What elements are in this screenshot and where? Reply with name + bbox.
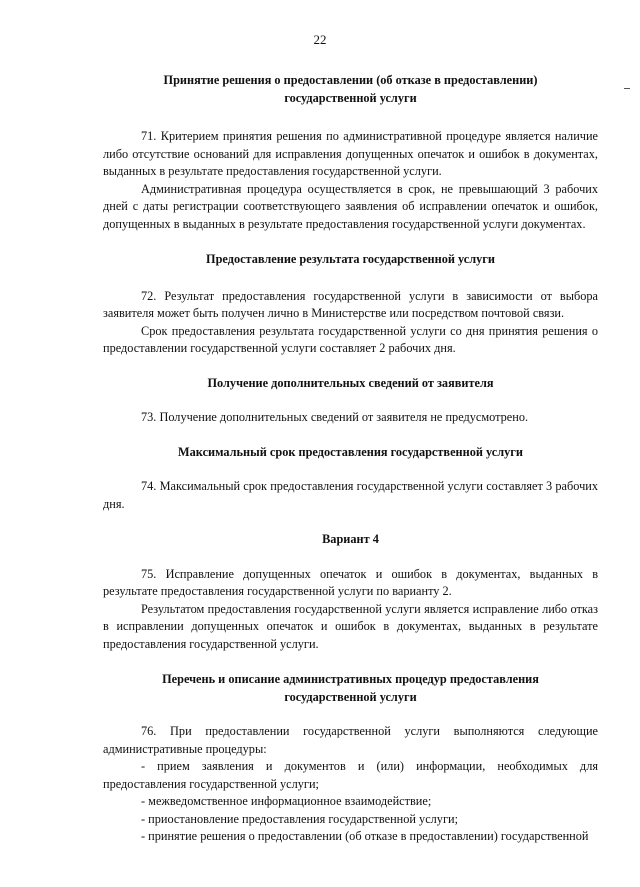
section-max-term [103,444,598,514]
section-heading: Максимальный срок предоставления государственной услуги [178,444,523,459]
section-heading: Получение дополнительных сведений от заявителя [207,375,494,390]
paragraph: 71. Критерием принятия решения по административной процедуре является наличие либо отсутствие оснований для исправления допущенных опечаток и ошибок в документах, выданных в результате предоставления государственной услуги. [103,129,598,178]
list-item: - приостановление предоставления государственной услуги; [141,811,458,826]
paragraph: Результатом предоставления государственной услуги является исправление либо отказ в исправлении допущенных опечаток и ошибок в документах, выданных в результате предоставления государственной услуги. [103,601,598,651]
paragraph: 72. Результат предоставления государственной услуги в зависимости от выбора заявителя может быть получен лично в Министерстве или посредством почтовой связи. [103,288,598,320]
paragraph: 73. Получение дополнительных сведений от заявителя не предусмотрено. [141,410,529,424]
section-heading: Принятие решения о предоставлении (об отказе в предоставлении) государственной услуги [163,73,538,105]
paragraph: 75. Исправление допущенных опечаток и ошибок в документах, выданных в результате предоставления государственной услуги по варианту 2. [103,566,598,598]
section-decision [103,72,598,233]
section-heading: Перечень и описание административных процедур предоставления государственной услуги [162,672,539,704]
margin-mark [624,88,630,89]
page-number: 22 [313,32,327,47]
paragraph: Срок предоставления результата государственной услуги со дня принятия решения о предоставлении государственной услуги составляет 2 рабочих дня. [103,323,598,355]
section-result [103,251,598,358]
paragraph: 74. Максимальный срок предоставления государственной услуги составляет 3 рабочих дня. [103,479,598,511]
section-variant-4 [103,531,598,653]
section-additional-info [103,375,598,427]
paragraph: Административная процедура осуществляется в срок, не превышающий 3 рабочих дней с даты регистрации соответствующего заявления об исправлении опечаток и ошибок, допущенных в выданных в результате предоставления государственной услуги документах. [103,181,598,231]
list-item: - принятие решения о предоставлении (об отказе в предоставлении) государственной [141,829,589,843]
list-item: - прием заявления и документов и (или) информации, необходимых для предоставления государственной услуги; [103,759,598,791]
section-procedures [103,671,598,846]
section-heading: Вариант 4 [322,532,379,546]
section-heading: Предоставление результата государственной услуги [206,252,495,266]
document-body [103,72,598,846]
paragraph: 76. При предоставлении государственной услуги выполняются следующие административные процедуры: [103,724,598,756]
list-item: - межведомственное информационное взаимодействие; [141,794,432,808]
